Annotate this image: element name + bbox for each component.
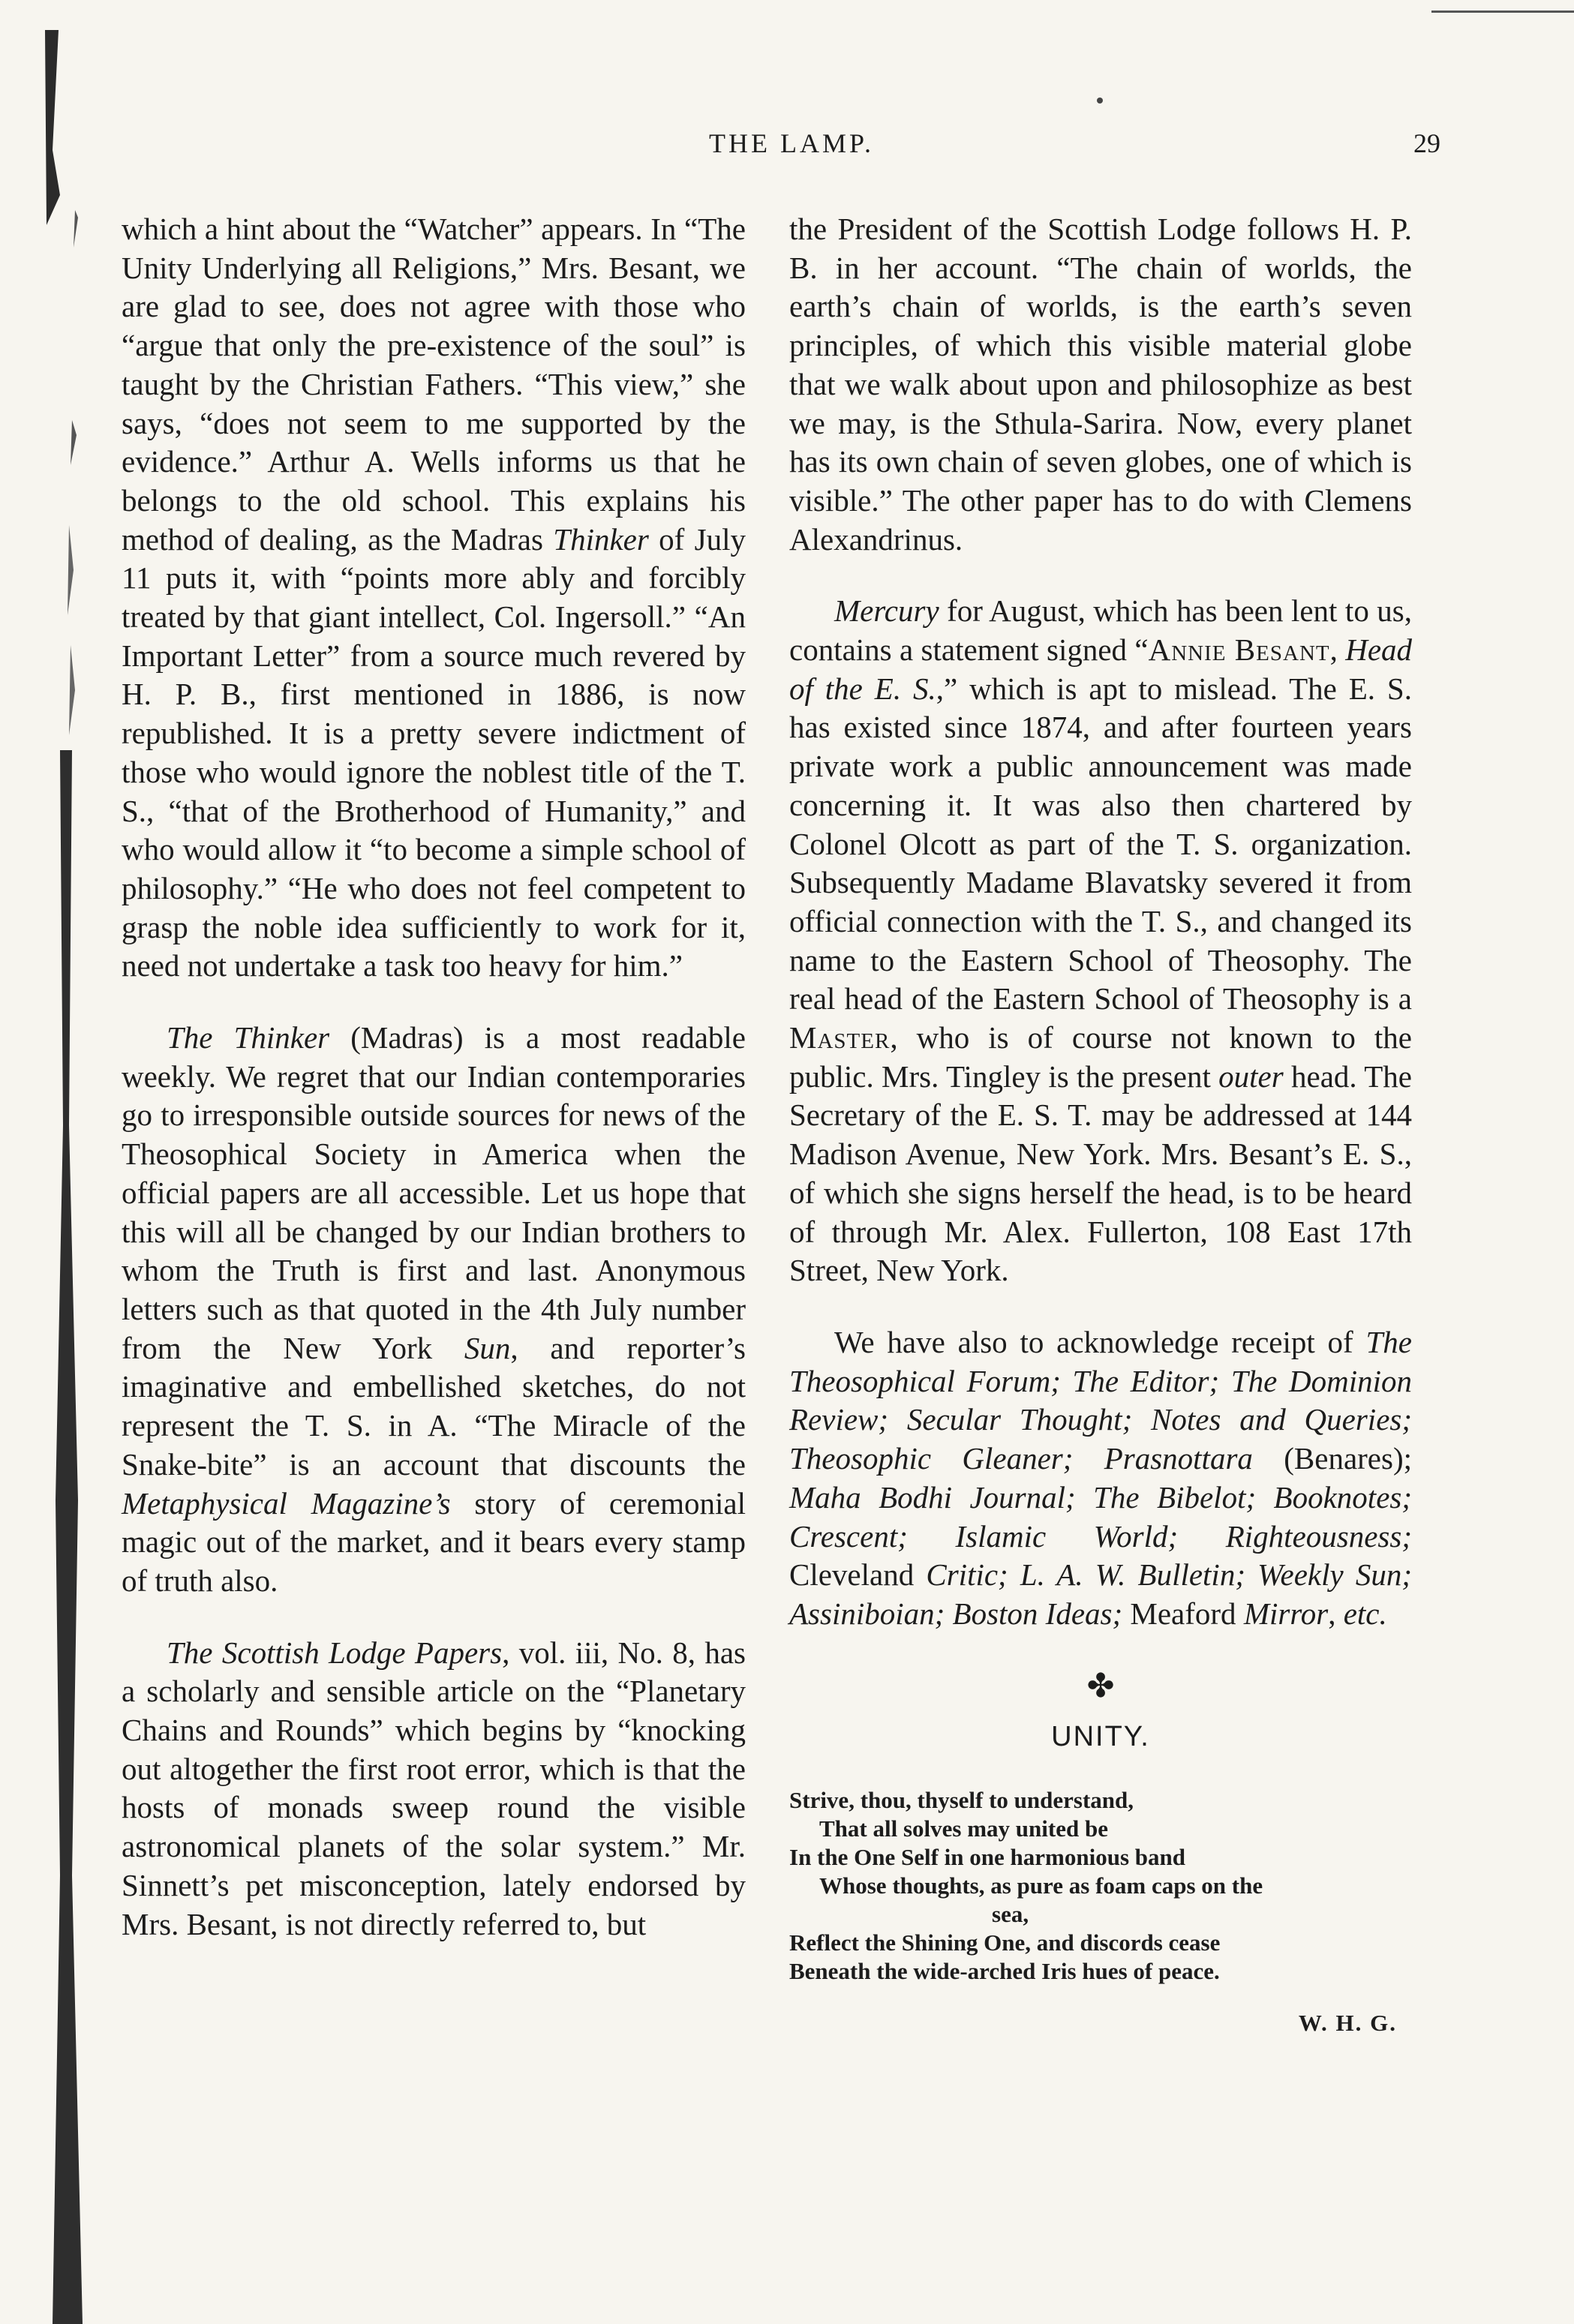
- poem: [789, 1786, 1412, 1986]
- poem-title: UNITY.: [1051, 1720, 1150, 1752]
- poem-line: Strive, thou, thyself to understand,: [789, 1787, 1134, 1814]
- right-paragraph-1: the President of the Scottish Lodge follows H. P. B. in her account. “The chain of worlds, the earth’s chain of worlds, is the earth’s seven principles, of which this visible material globe that we walk about upon and philosophize as best we may, is the Sthula-Sarira. Now, every planet has its own chain of seven globes, one of which is visible.” The other paper has to do with Clemens Alexandrinus.: [789, 212, 1412, 557]
- left-paragraph-3: The Scottish Lodge Papers, vol. iii, No. 8, has a scholarly and sensible article on the “Planetary Chains and Rounds” which begins by “knocking out altogether the first root error, which is that the hosts of monads sweep round the visible astronomical planets of the solar system.” Mr. Sinnett’s pet misconception, lately endorsed by Mrs. Besant, is not directly referred to, but: [122, 1635, 746, 1941]
- page-number: 29: [1413, 128, 1440, 158]
- poem-line: Reflect the Shining One, and discords cease: [789, 1929, 1221, 1956]
- right-paragraph-3: We have also to acknowledge receipt of The Theosophical Forum; The Editor; The Dominion Review; Secular Thought; Notes and Queries; Theosophic Gleaner; Prasnottara (Benares); Maha Bodhi Journal; The Bibelot; Booknotes; Crescent; Islamic World; Righteousness; Cleveland Critic; L. A. W. Bulletin; Weekly Sun; Assiniboian; Boston Ideas; Meaford Mirror, etc.: [789, 1324, 1413, 1631]
- poem-line: That all solves may united be: [819, 1815, 1108, 1842]
- poem-line: In the One Self in one harmonious band: [789, 1844, 1185, 1871]
- top-rule: [1431, 11, 1574, 13]
- poem-line: Whose thoughts, as pure as foam caps on the: [819, 1872, 1263, 1899]
- running-title: THE LAMP.: [708, 128, 874, 158]
- speck-mark: [1097, 98, 1103, 104]
- poem-line: sea,: [992, 1901, 1029, 1928]
- page-header: [143, 128, 1440, 165]
- left-column: [122, 210, 746, 1977]
- right-paragraph-2: Mercury for August, which has been lent to us, contains a statement signed “Annie Besant, Head of the E. S.,” which is apt to mislead. The E. S. has existed since 1874, and after fourteen years private work a public announcement was made concerning it. It was also then chartered by Colonel Olcott as part of the T. S. organization. Subsequently Madame Blavatsky severed it from official connection with the T. S., and changed its name to the Eastern School of Theosophy. The real head of the Eastern School of Theosophy is a Master, who is of course not known to the public. Mrs. Tingley is the present outer head. The Secretary of the E. S. T. may be addressed at 144 Madison Avenue, New York. Mrs. Besant’s E. S., of which she signs herself the head, is to be heard of through Mr. Alex. Fullerton, 108 East 17th Street, New York.: [789, 593, 1413, 1288]
- left-paragraph-1: which a hint about the “Watcher” appears. In “The Unity Underlying all Religions,” Mrs. Besant, we are glad to see, does not agree with those who “argue that only the pre-existence of the soul” is taught by the Christian Fathers. “This view,” she says, “does not seem to me supported by the evidence.” Arthur A. Wells informs us that he belongs to the old school. This explains his method of dealing, as the Madras Thinker of July 11 puts it, with “points more ably and forcibly treated by that giant intellect, Col. Ingersoll.” “An Important Letter” from a source much revered by H. P. B., first mentioned in 1886, is now republished. It is a pretty severe indictment of those who would ignore the noblest title of the T. S., “that of the Brotherhood of Humanity,” and who would allow it “to become a simple school of philosophy.” “He who does not feel competent to grasp the noble idea sufficiently to work for it, need not undertake a task too heavy for him.”: [122, 212, 746, 983]
- right-column: [789, 210, 1412, 2043]
- poem-signature: W. H. G.: [1298, 2010, 1397, 2037]
- poem-line: Beneath the wide-arched Iris hues of peace.: [789, 1958, 1220, 1985]
- page-binding-edge: [0, 0, 89, 2324]
- left-paragraph-2: The Thinker (Madras) is a most readable weekly. We regret that our Indian contemporaries go to irresponsible outside sources for news of the Theosophical Society in America when the official papers are all accessible. Let us hope that this will all be changed by our Indian brothers to whom the Truth is first and last. Anonymous letters such as that quoted in the 4th July number from the New York Sun, and reporter’s imaginative and embellished sketches, do not represent the T. S. in A. “The Miracle of the Snake-bite” is an account that discounts the Metaphysical Magazine’s story of ceremonial magic out of the market, and it bears every stamp of truth also.: [122, 1020, 746, 1598]
- fleuron-ornament-icon: ✤: [1086, 1667, 1115, 1704]
